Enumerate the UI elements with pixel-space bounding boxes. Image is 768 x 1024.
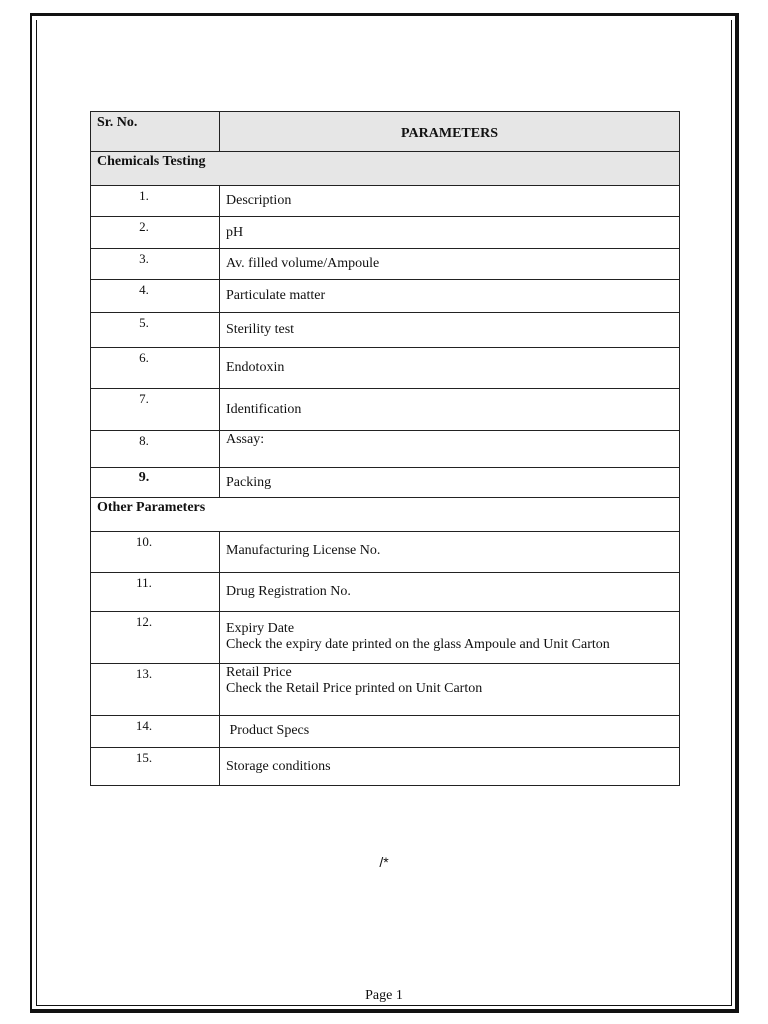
- parameter-note: Check the expiry date printed on the glass Ampoule and Unit Carton: [226, 637, 610, 652]
- row-parameter: Product Specs: [220, 716, 680, 748]
- row-number: 10.: [91, 532, 220, 573]
- row-number: 12.: [91, 612, 220, 664]
- parameter-note: Check the Retail Price printed on Unit Carton: [226, 681, 483, 696]
- table-row: [91, 748, 680, 786]
- section-title-chemicals: Chemicals Testing: [91, 152, 680, 186]
- row-parameter: [220, 612, 680, 664]
- row-number: 14.: [91, 716, 220, 748]
- table-row: [91, 573, 680, 612]
- row-number: 15.: [91, 748, 220, 786]
- row-parameter: Manufacturing License No.: [220, 532, 680, 573]
- row-parameter: pH: [220, 217, 680, 249]
- parameter-title: Retail Price: [226, 665, 292, 680]
- table-row: [91, 431, 680, 468]
- row-parameter: Description: [220, 186, 680, 217]
- table-row: [91, 186, 680, 217]
- table-row: [91, 612, 680, 664]
- row-parameter: Packing: [220, 468, 680, 498]
- footer-mark: /*: [379, 854, 389, 870]
- row-number: 13.: [91, 664, 220, 716]
- row-number: 4.: [91, 280, 220, 313]
- row-number: 5.: [91, 313, 220, 348]
- row-number: 2.: [91, 217, 220, 249]
- row-parameter: [220, 664, 680, 716]
- table-header-row: [91, 112, 680, 152]
- table-row: [91, 468, 680, 498]
- row-parameter: Av. filled volume/Ampoule: [220, 249, 680, 280]
- row-parameter: Particulate matter: [220, 280, 680, 313]
- row-number: 7.: [91, 389, 220, 431]
- page-number: Page 1: [365, 988, 403, 1003]
- table-row: [91, 389, 680, 431]
- parameter-title: Expiry Date: [226, 621, 295, 636]
- section-row-chemicals: [91, 152, 680, 186]
- section-row-other: [91, 498, 680, 532]
- header-parameters: PARAMETERS: [220, 112, 680, 152]
- section-title-other: Other Parameters: [91, 498, 680, 532]
- row-parameter: Endotoxin: [220, 348, 680, 389]
- table-row: [91, 249, 680, 280]
- row-parameter: Identification: [220, 389, 680, 431]
- row-number: 3.: [91, 249, 220, 280]
- header-srno: Sr. No.: [91, 112, 220, 152]
- table-row: [91, 313, 680, 348]
- table-row: [91, 280, 680, 313]
- parameters-table: [90, 111, 680, 786]
- row-number: 8.: [91, 431, 220, 468]
- row-parameter: Storage conditions: [220, 748, 680, 786]
- table-row: [91, 217, 680, 249]
- row-number: 11.: [91, 573, 220, 612]
- row-parameter: Drug Registration No.: [220, 573, 680, 612]
- row-number: 1.: [91, 186, 220, 217]
- row-number: 9.: [91, 468, 220, 498]
- row-number: 6.: [91, 348, 220, 389]
- row-parameter: Assay:: [220, 431, 680, 468]
- row-parameter: Sterility test: [220, 313, 680, 348]
- table-row: [91, 716, 680, 748]
- table-row: [91, 348, 680, 389]
- table-row: [91, 664, 680, 716]
- table-row: [91, 532, 680, 573]
